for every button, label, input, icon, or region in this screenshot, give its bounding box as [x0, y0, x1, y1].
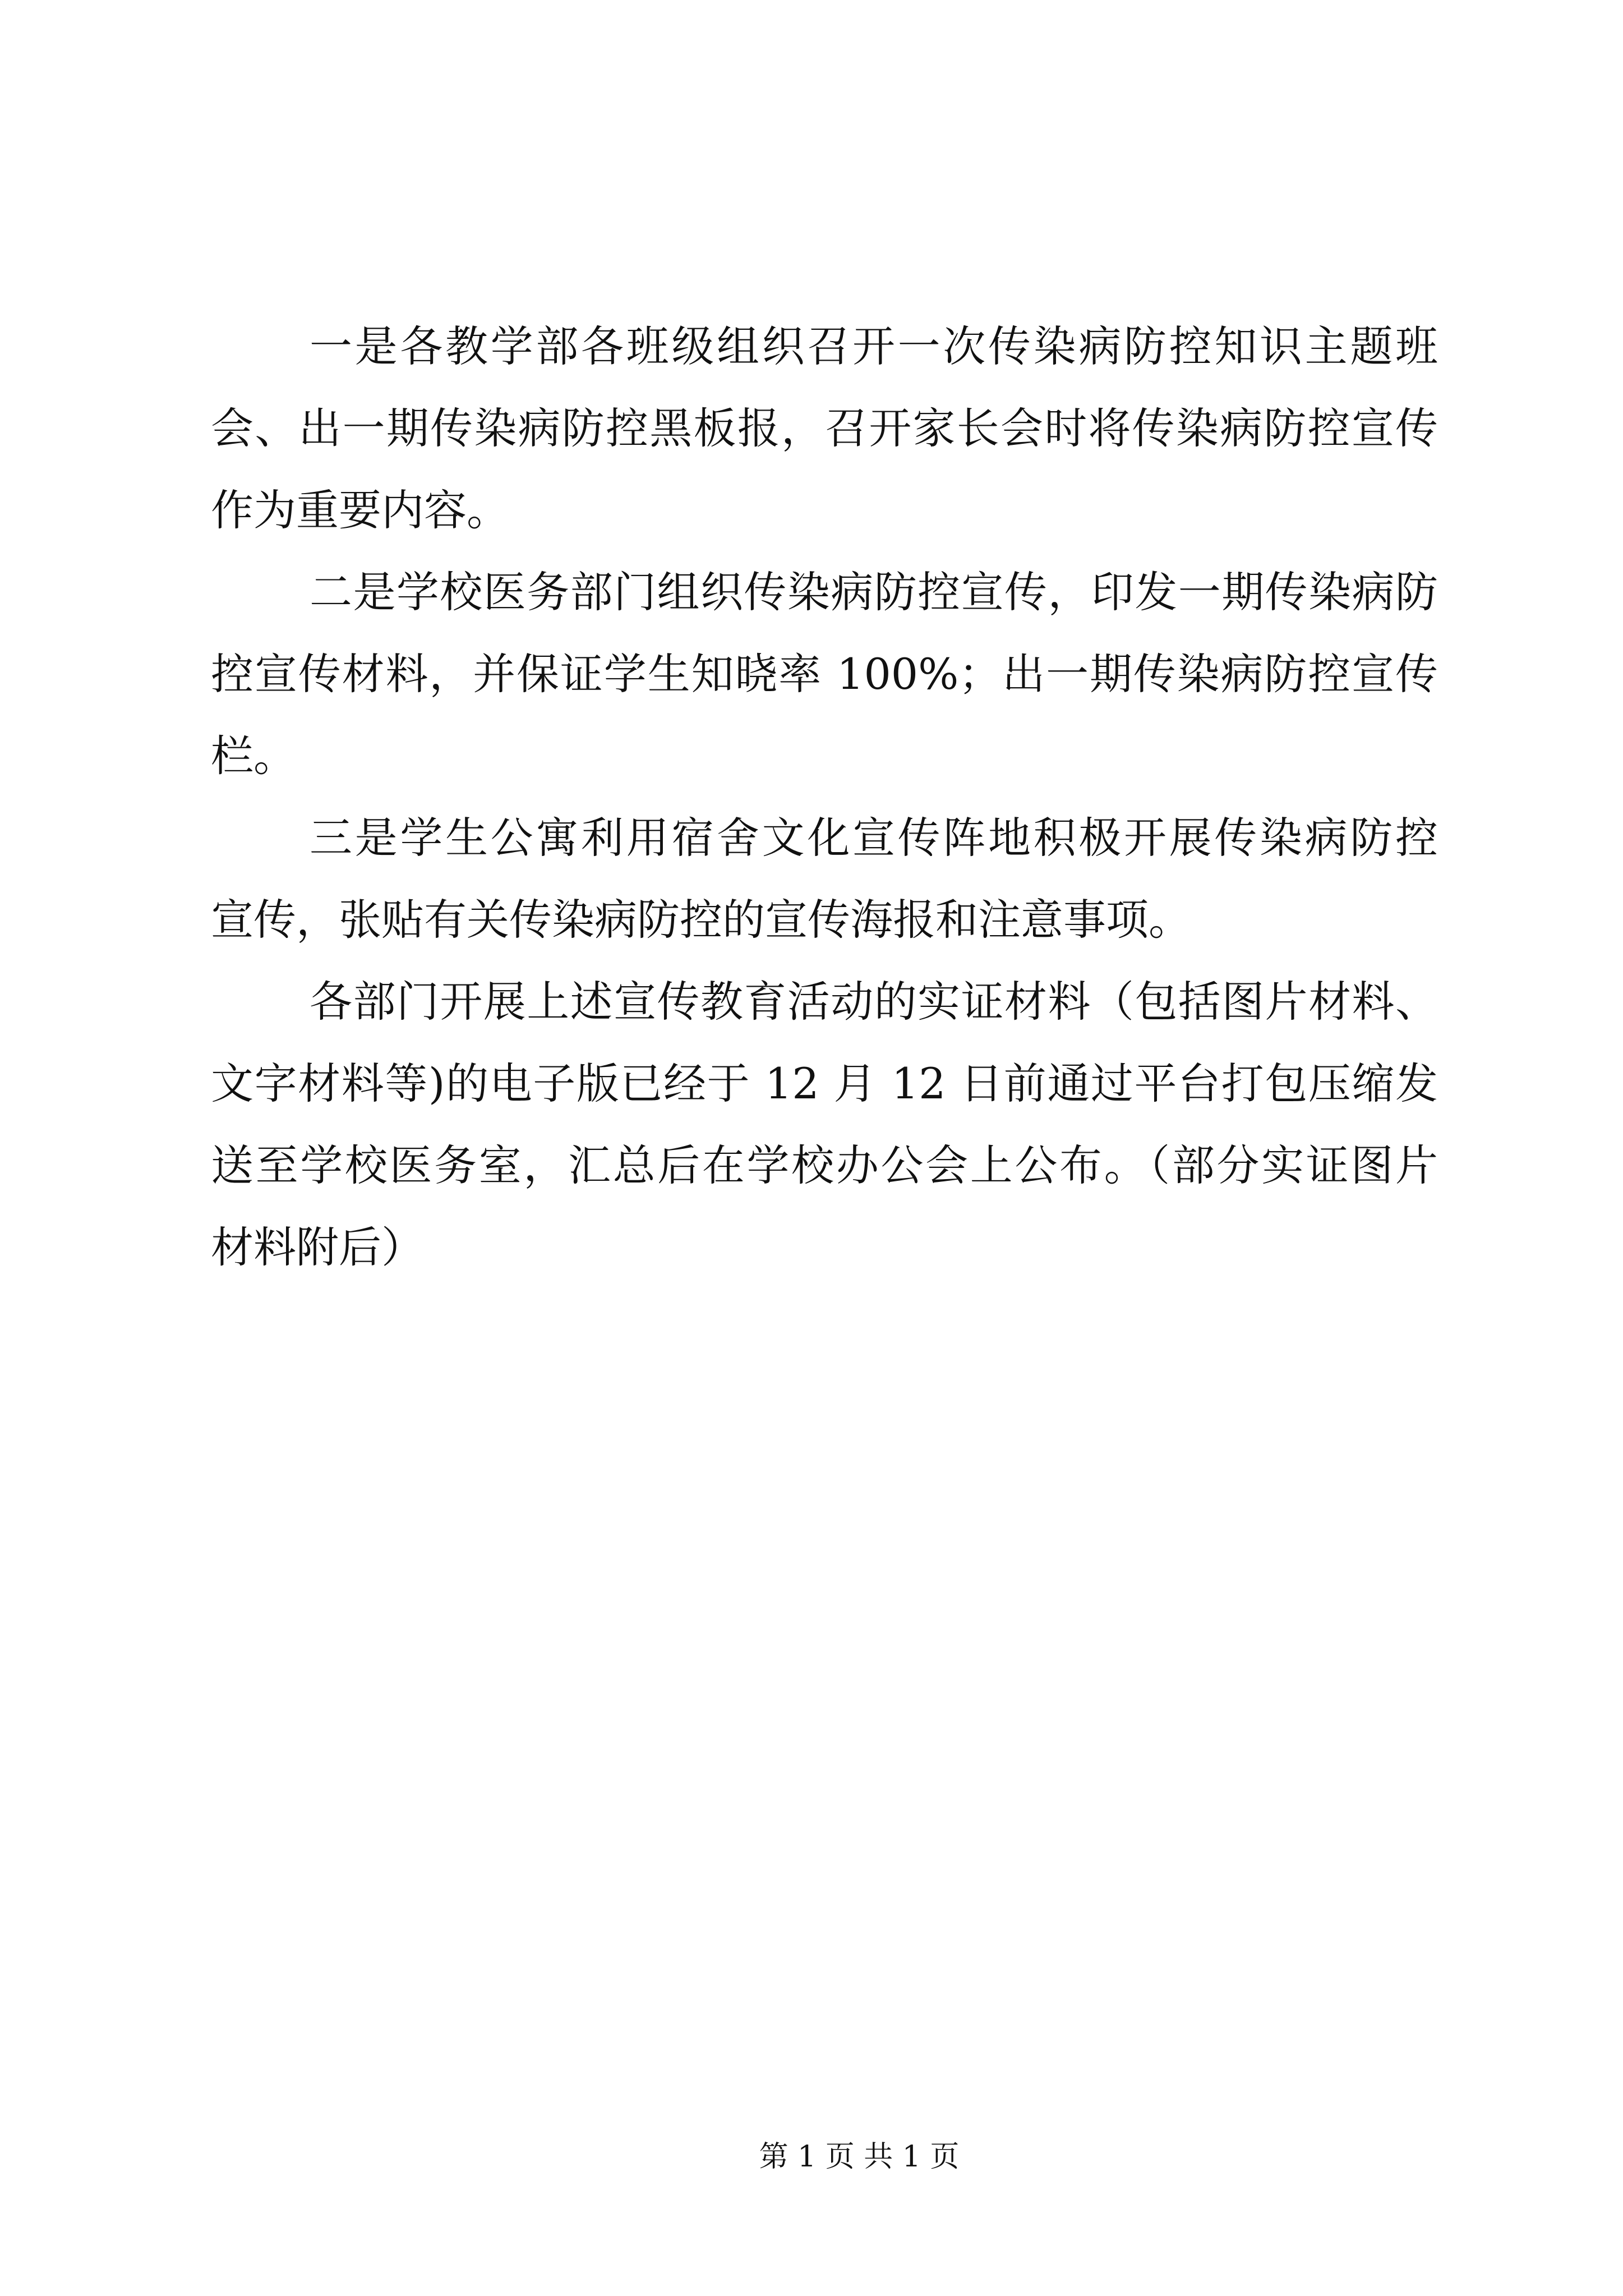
text-line: 三是学生公寓利用宿舍文化宣传阵地积极开展传染病防控: [310, 813, 1438, 863]
text-line: 作为重要内容。: [211, 485, 509, 535]
text-line: 宣传，张贴有关传染病防控的宣传海报和注意事项。: [211, 895, 1191, 945]
paragraph-4: [211, 961, 1438, 1289]
document-body: [211, 306, 1438, 1289]
paragraph-2: [211, 551, 1438, 797]
paragraph-3: [211, 797, 1438, 961]
text-line: 各部门开展上述宣传教育活动的实证材料（包括图片材料、: [310, 977, 1438, 1027]
text-line: 会、出一期传染病防控黑板报，召开家长会时将传染病防控宣传: [211, 403, 1438, 453]
text-line: 一是各教学部各班级组织召开一次传染病防控知识主题班: [310, 321, 1438, 371]
text-line: 文字材料等)的电子版已经于 12 月 12 日前通过平台打包压缩发: [211, 1059, 1438, 1108]
text-line: 材料附后）: [211, 1222, 424, 1272]
paragraph-1: [211, 306, 1438, 551]
text-line: 控宣传材料，并保证学生知晓率 100%；出一期传染病防控宣传: [211, 649, 1438, 699]
text-line: 二是学校医务部门组织传染病防控宣传，印发一期传染病防: [310, 567, 1438, 617]
page-number-footer: 第 1 页 共 1 页: [759, 2140, 960, 2174]
text-line: 送至学校医务室，汇总后在学校办公会上公布。（部分实证图片: [211, 1140, 1438, 1190]
text-line: 栏。: [211, 731, 296, 781]
